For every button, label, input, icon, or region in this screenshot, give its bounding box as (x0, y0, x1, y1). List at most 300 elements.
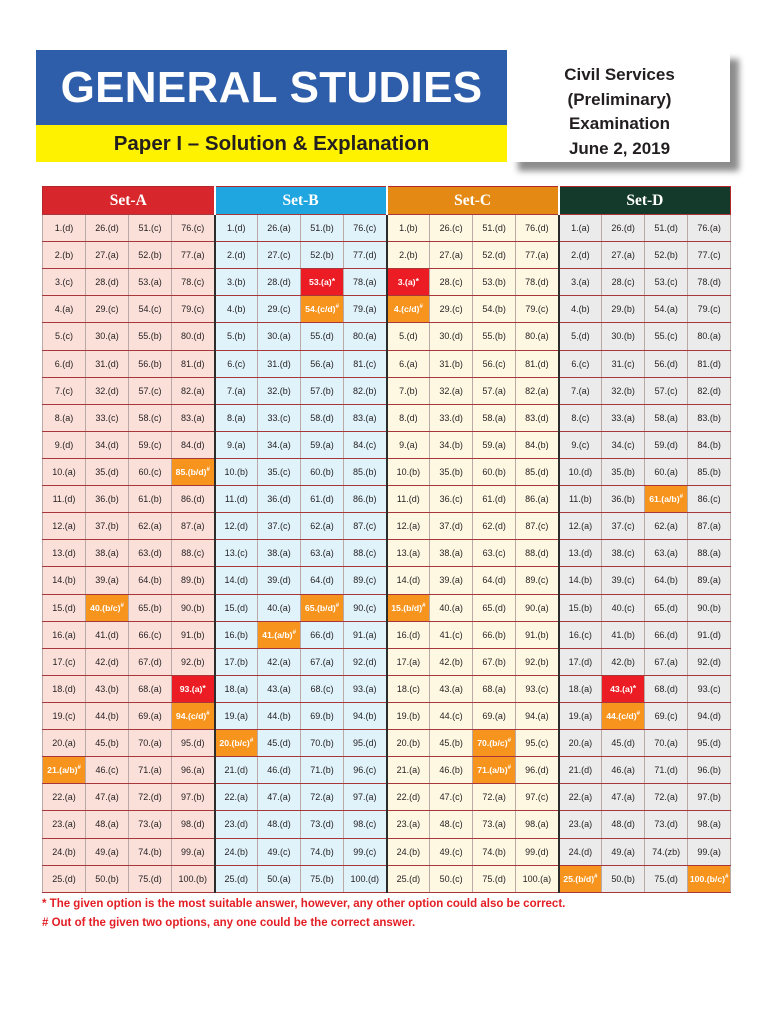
answer-text: 77.(a) (525, 250, 549, 261)
answer-text: 35.(b) (439, 467, 463, 478)
answer-cell (86, 811, 129, 838)
answer-text: 40.(b/c) (90, 602, 121, 613)
answer-cell (43, 811, 86, 838)
answer-text: 43.(a) (610, 683, 633, 694)
answer-text: 57.(c) (654, 385, 678, 396)
answer-text: 85.(d) (525, 467, 549, 478)
answer-cell (172, 269, 215, 296)
answer-cell (387, 594, 430, 621)
hash-marker: # (419, 304, 423, 311)
answer-cell (559, 594, 602, 621)
answer-text: 56.(b) (138, 358, 162, 369)
answer-text: 45.(b) (439, 738, 463, 749)
answer-text: 83.(a) (181, 412, 205, 423)
exam-date-line: June 2, 2019 (568, 138, 671, 158)
answer-cell (473, 621, 516, 648)
answer-row (43, 648, 731, 675)
answer-text: 67.(b) (482, 656, 506, 667)
answer-text: 83.(d) (525, 412, 549, 423)
answer-text: 27.(a) (95, 250, 119, 261)
answer-cell (602, 269, 645, 296)
answer-cell (430, 540, 473, 567)
answer-cell (86, 594, 129, 621)
answer-text: 3.(c) (55, 277, 73, 288)
answer-cell (43, 513, 86, 540)
answer-text: 84.(b) (525, 439, 549, 450)
exam-info-box (509, 50, 730, 162)
answer-cell (86, 458, 129, 485)
answer-text: 77.(c) (697, 250, 721, 261)
answer-cell (215, 486, 258, 513)
answer-text: 46.(d) (267, 765, 291, 776)
answer-cell (559, 730, 602, 757)
answer-cell (301, 675, 344, 702)
answer-text: 34.(a) (267, 439, 291, 450)
answer-cell (602, 323, 645, 350)
answer-text: 81.(d) (525, 358, 549, 369)
answer-text: 54.(c) (138, 304, 162, 315)
answer-cell (43, 269, 86, 296)
answer-cell (602, 404, 645, 431)
answer-text: 35.(c) (267, 467, 291, 478)
answer-cell (559, 431, 602, 458)
answer-cell (602, 648, 645, 675)
answer-text: 51.(c) (138, 223, 162, 234)
answer-text: 48.(a) (95, 819, 119, 830)
answer-text: 6.(d) (54, 358, 74, 369)
answer-cell (344, 567, 387, 594)
answer-text: 53.(c) (654, 277, 678, 288)
answer-text: 29.(c) (439, 304, 463, 315)
hash-marker: # (507, 738, 511, 745)
answer-cell (430, 702, 473, 729)
answer-text: 39.(d) (267, 575, 291, 586)
answer-text: 57.(c) (138, 385, 162, 396)
answer-cell (215, 404, 258, 431)
answer-cell (387, 702, 430, 729)
answer-text: 83.(b) (697, 412, 721, 423)
answer-cell (645, 648, 688, 675)
answer-text: 91.(b) (525, 629, 549, 640)
answer-text: 98.(d) (181, 819, 205, 830)
answer-cell (129, 323, 172, 350)
answer-cell (602, 215, 645, 242)
answer-text: 86.(a) (525, 494, 549, 505)
answer-cell (688, 296, 731, 323)
answer-cell (387, 540, 430, 567)
answer-text: 60.(a) (654, 467, 678, 478)
hash-marker: # (679, 494, 683, 501)
answer-text: 98.(c) (353, 819, 377, 830)
answer-text: 33.(a) (611, 412, 635, 423)
answer-text: 95.(c) (525, 738, 549, 749)
answer-row (43, 540, 731, 567)
answer-text: 89.(c) (353, 575, 377, 586)
answer-cell (258, 648, 301, 675)
answer-cell (602, 296, 645, 323)
answer-text: 13.(c) (224, 548, 248, 559)
answer-text: 2.(b) (399, 250, 418, 261)
answer-cell (129, 296, 172, 323)
answer-cell (129, 215, 172, 242)
answer-cell (301, 702, 344, 729)
answer-text: 22.(a) (52, 792, 76, 803)
answer-cell (258, 323, 301, 350)
answer-text: 2.(d) (571, 250, 590, 261)
answer-cell (645, 838, 688, 865)
answer-text: 52.(b) (310, 250, 334, 261)
answer-cell (602, 838, 645, 865)
answer-text: 30.(a) (95, 331, 119, 342)
answer-row (43, 242, 731, 269)
answer-cell (172, 404, 215, 431)
answer-text: 91.(d) (697, 629, 721, 640)
answer-cell (43, 431, 86, 458)
answer-cell (344, 296, 387, 323)
answer-cell (172, 323, 215, 350)
answer-cell (258, 404, 301, 431)
answer-cell (645, 675, 688, 702)
answer-row (43, 811, 731, 838)
answer-text: 84.(c) (353, 439, 377, 450)
answer-cell (129, 404, 172, 431)
answer-cell (473, 350, 516, 377)
answer-cell (688, 404, 731, 431)
answer-text: 95.(d) (697, 738, 721, 749)
answer-text: 36.(d) (267, 494, 291, 505)
answer-cell (516, 730, 559, 757)
answer-text: 97.(b) (697, 792, 721, 803)
answer-text: 67.(d) (138, 656, 162, 667)
answer-cell (688, 350, 731, 377)
answer-cell (86, 784, 129, 811)
answer-cell (430, 757, 473, 784)
hash-marker: # (292, 629, 296, 636)
answer-text: 31.(b) (439, 358, 463, 369)
answer-row (43, 730, 731, 757)
star-marker: * (331, 276, 336, 287)
answer-text: 34.(c) (611, 439, 635, 450)
answer-cell (129, 621, 172, 648)
answer-text: 63.(a) (310, 548, 334, 559)
answer-text: 58.(a) (654, 412, 678, 423)
answer-cell (516, 350, 559, 377)
answer-cell (387, 269, 430, 296)
answer-cell (172, 648, 215, 675)
answer-cell (258, 431, 301, 458)
answer-cell (129, 486, 172, 513)
answer-text: 66.(d) (654, 629, 678, 640)
answer-cell (258, 730, 301, 757)
hash-marker: # (507, 765, 511, 772)
exam-name-line: Civil Services (564, 65, 675, 84)
answer-cell (172, 702, 215, 729)
answer-cell (129, 730, 172, 757)
answer-cell (516, 458, 559, 485)
answer-text: 4.(b) (571, 304, 590, 315)
answer-text: 93.(a) (179, 683, 203, 694)
answer-cell (86, 567, 129, 594)
answer-cell (86, 757, 129, 784)
answer-text: 76.(d) (525, 223, 549, 234)
answer-cell (215, 431, 258, 458)
answer-cell (473, 242, 516, 269)
answer-text: 14.(b) (52, 575, 76, 586)
answer-text: 88.(d) (525, 548, 549, 559)
answer-cell (473, 811, 516, 838)
answer-text: 14.(d) (396, 575, 421, 586)
answer-cell (172, 242, 215, 269)
answer-text: 46.(b) (439, 765, 463, 776)
answer-cell (129, 675, 172, 702)
answer-cell (387, 296, 430, 323)
answer-cell (344, 377, 387, 404)
answer-cell (645, 323, 688, 350)
answer-text: 41.(d) (95, 629, 119, 640)
hash-marker: # (206, 711, 210, 718)
answer-cell (129, 838, 172, 865)
answer-cell (172, 784, 215, 811)
answer-text: 59.(a) (482, 439, 506, 450)
answer-row (43, 675, 731, 702)
answer-cell (559, 648, 602, 675)
answer-cell (387, 838, 430, 865)
answer-text: 18.(c) (396, 683, 420, 694)
answer-text: 77.(a) (181, 250, 205, 261)
answer-row (43, 296, 731, 323)
answer-cell (516, 215, 559, 242)
hash-marker: # (636, 711, 640, 718)
answer-cell (559, 675, 602, 702)
answer-cell (344, 757, 387, 784)
answer-text: 2.(b) (54, 250, 74, 261)
answer-text: 53.(b) (482, 277, 506, 288)
answer-cell (344, 513, 387, 540)
answer-cell (430, 404, 473, 431)
answer-cell (172, 513, 215, 540)
answer-cell (645, 242, 688, 269)
answer-cell (129, 567, 172, 594)
answer-text: 53.(a) (308, 277, 332, 288)
answer-text: 54.(a) (654, 304, 678, 315)
hash-marker: # (206, 467, 210, 474)
footnotes (42, 895, 742, 933)
answer-text: 31.(c) (611, 358, 635, 369)
answer-text: 13.(d) (568, 548, 593, 559)
answer-row (43, 404, 731, 431)
answer-text: 94.(c/d) (175, 711, 207, 722)
answer-text: 75.(d) (482, 873, 506, 884)
star-marker: * (202, 682, 206, 693)
answer-row (43, 377, 731, 404)
answer-cell (602, 811, 645, 838)
answer-text: 50.(a) (267, 873, 291, 884)
answer-text: 6.(a) (399, 358, 418, 369)
answer-text: 94.(a) (525, 711, 549, 722)
answer-cell (430, 567, 473, 594)
answer-cell (86, 215, 129, 242)
answer-text: 81.(c) (353, 358, 377, 369)
answer-cell (301, 215, 344, 242)
answer-text: 91.(b) (181, 629, 205, 640)
answer-text: 68.(d) (654, 683, 678, 694)
answer-text: 37.(c) (267, 521, 291, 532)
answer-cell (559, 269, 602, 296)
answer-cell (516, 784, 559, 811)
answer-text: 31.(d) (267, 358, 291, 369)
answer-text: 34.(b) (439, 439, 463, 450)
answer-cell (473, 296, 516, 323)
answer-cell (516, 757, 559, 784)
answer-text: 82.(d) (697, 385, 721, 396)
answer-text: 70.(a) (654, 738, 678, 749)
hash-marker: # (249, 738, 254, 745)
answer-cell (688, 594, 731, 621)
answer-key-head (43, 187, 731, 215)
answer-cell (129, 702, 172, 729)
answer-cell (559, 540, 602, 567)
answer-cell (688, 458, 731, 485)
answer-cell (172, 540, 215, 567)
answer-text: 73.(a) (138, 819, 162, 830)
answer-text: 63.(c) (482, 548, 506, 559)
answer-cell (301, 296, 344, 323)
answer-cell (516, 323, 559, 350)
answer-cell (301, 865, 344, 892)
answer-cell (688, 431, 731, 458)
answer-text: 96.(d) (525, 765, 549, 776)
answer-cell (344, 675, 387, 702)
answer-text: 45.(b) (95, 738, 119, 749)
star-marker: * (415, 276, 419, 287)
answer-text: 38.(a) (439, 548, 463, 559)
answer-cell (516, 404, 559, 431)
answer-cell (559, 702, 602, 729)
answer-text: 11.(b) (568, 494, 592, 505)
answer-text: 19.(a) (568, 711, 593, 722)
answer-text: 90.(b) (181, 602, 205, 613)
hash-marker: # (120, 602, 124, 609)
answer-cell (430, 458, 473, 485)
answer-cell (43, 323, 86, 350)
answer-cell (258, 458, 301, 485)
answer-text: 10.(a) (52, 467, 76, 478)
answer-cell (602, 377, 645, 404)
answer-cell (344, 323, 387, 350)
answer-text: 88.(c) (353, 548, 377, 559)
answer-cell (301, 269, 344, 296)
answer-row (43, 784, 731, 811)
answer-cell (387, 621, 430, 648)
answer-cell (688, 513, 731, 540)
answer-cell (43, 377, 86, 404)
answer-text: 33.(d) (439, 412, 463, 423)
answer-text: 96.(c) (353, 765, 377, 776)
answer-text: 38.(a) (95, 548, 119, 559)
answer-text: 43.(a) (439, 683, 463, 694)
answer-cell (645, 730, 688, 757)
answer-text: 50.(b) (611, 873, 635, 884)
answer-cell (430, 377, 473, 404)
answer-cell (559, 811, 602, 838)
answer-text: 80.(d) (181, 331, 205, 342)
answer-text: 29.(b) (611, 304, 635, 315)
answer-text: 13.(a) (396, 548, 421, 559)
answer-text: 1.(b) (399, 223, 418, 234)
answer-text: 11.(d) (52, 494, 76, 505)
answer-cell (387, 811, 430, 838)
answer-cell (43, 702, 86, 729)
answer-cell (86, 431, 129, 458)
answer-cell (688, 838, 731, 865)
answer-cell (172, 730, 215, 757)
answer-text: 72.(d) (138, 792, 162, 803)
answer-cell (301, 377, 344, 404)
answer-cell (516, 648, 559, 675)
answer-text: 74.(zb) (652, 846, 681, 857)
answer-text: 7.(c) (55, 385, 73, 396)
answer-cell (43, 296, 86, 323)
answer-cell (559, 757, 602, 784)
answer-cell (387, 350, 430, 377)
answer-cell (430, 215, 473, 242)
answer-text: 75.(d) (138, 873, 162, 884)
answer-cell (387, 404, 430, 431)
answer-text: 36.(b) (611, 494, 635, 505)
answer-text: 24.(b) (224, 846, 249, 857)
answer-cell (559, 215, 602, 242)
answer-cell (559, 621, 602, 648)
answer-text: 86.(c) (697, 494, 721, 505)
answer-cell (516, 513, 559, 540)
answer-text: 75.(d) (654, 873, 678, 884)
answer-cell (301, 784, 344, 811)
answer-text: 4.(b) (227, 304, 246, 315)
answer-cell (86, 702, 129, 729)
answer-text: 51.(b) (310, 223, 334, 234)
answer-row (43, 458, 731, 485)
answer-text: 84.(b) (697, 439, 721, 450)
answer-text: 72.(a) (310, 792, 334, 803)
answer-cell (387, 648, 430, 675)
answer-cell (559, 242, 602, 269)
answer-text: 8.(d) (399, 412, 418, 423)
answer-text: 58.(c) (138, 412, 162, 423)
answer-cell (387, 242, 430, 269)
answer-cell (129, 350, 172, 377)
answer-text: 40.(a) (439, 602, 463, 613)
answer-text: 97.(a) (353, 792, 377, 803)
answer-text: 51.(d) (654, 223, 678, 234)
answer-cell (344, 486, 387, 513)
answer-cell (86, 350, 129, 377)
answer-cell (215, 757, 258, 784)
answer-text: 82.(a) (181, 385, 205, 396)
answer-cell (301, 730, 344, 757)
answer-text: 30.(a) (267, 331, 291, 342)
answer-cell (86, 865, 129, 892)
answer-cell (473, 838, 516, 865)
answer-text: 78.(c) (181, 277, 205, 288)
answer-cell (602, 757, 645, 784)
answer-text: 12.(a) (396, 521, 421, 532)
answer-text: 91.(a) (353, 629, 377, 640)
answer-cell (473, 730, 516, 757)
answer-cell (258, 377, 301, 404)
answer-cell (258, 269, 301, 296)
answer-cell (215, 784, 258, 811)
answer-text: 85.(b) (353, 467, 377, 478)
